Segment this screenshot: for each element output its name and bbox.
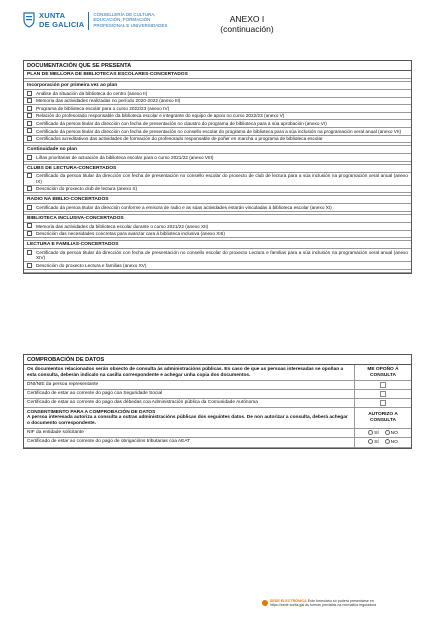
oppose-row (24, 381, 411, 390)
consent-row (24, 438, 411, 447)
no-option[interactable] (385, 439, 398, 445)
oppose-rows (24, 381, 411, 408)
oppose-cell (355, 399, 411, 407)
document-label: Descrición do proxecto Lectura e familias (anexo XV) (36, 262, 147, 268)
document-item[interactable] (24, 249, 411, 262)
document-label: Descrición do proxecto club de lectura (anexo X) (36, 186, 138, 192)
document-item[interactable] (24, 204, 411, 212)
oppose-checkbox[interactable] (380, 400, 386, 406)
document-item[interactable] (24, 136, 411, 144)
consent-row-label: Certificado de estar ao corrente do pago de obrigacións tributarias coa AEAT (24, 438, 355, 446)
no-label: NO (390, 440, 398, 446)
annex-subtitle: (continuación) (220, 24, 274, 34)
no-radio[interactable] (385, 430, 390, 435)
footer-sede: SEDE ELECTRÓNICA (270, 599, 307, 603)
footer-note (262, 599, 422, 607)
group-title: RADIO NA BIBLIO-CONCERTADOS (24, 196, 411, 204)
document-checkbox[interactable] (27, 173, 32, 178)
document-checkbox[interactable] (27, 231, 32, 236)
document-label: Programa de biblioteca escolar para o curso 2022/23 (anexo IV) (36, 105, 170, 111)
yes-option[interactable] (368, 430, 379, 436)
oppose-row-label: Certificado de estar ao corrente do pago das débedas coa Administración pública da Comunidade Autónoma (24, 399, 355, 407)
verification-title: COMPROBACIÓN DE DATOS (24, 355, 411, 365)
footer-text1: Este formulario só poderá presentarse en (307, 599, 374, 603)
document-checkbox[interactable] (27, 186, 32, 191)
yes-radio[interactable] (368, 439, 373, 444)
plan-title: PLAN DE MELLORA DE BIBLIOTECAS ESCOLARES-CONCERTADOS (24, 71, 411, 79)
oppose-cell (355, 381, 411, 389)
document-label: Certificado da persoa titular da dirección con fecha de presentación no consello escolar do programa de biblioteca para a súa inclusión na programación xeral anual (anexo VII) (36, 128, 402, 134)
oppose-checkbox[interactable] (380, 382, 386, 388)
document-checkbox[interactable] (27, 263, 32, 268)
document-checkbox[interactable] (27, 113, 32, 118)
document-label: Certificado da persoa titular da dirección con fecha de presentación no claustro do programa de biblioteca para a súa aprobación (anexo VI) (36, 120, 327, 126)
document-item[interactable] (24, 120, 411, 128)
coat-of-arms-icon (22, 12, 36, 28)
document-item[interactable] (24, 223, 411, 231)
no-radio[interactable] (385, 439, 390, 444)
consent-rows (24, 429, 411, 448)
consent-options (355, 438, 411, 446)
oppose-checkbox[interactable] (380, 391, 386, 397)
group-title: CLUBS DE LECTURA-CONCERTADOS (24, 165, 411, 173)
oppose-row (24, 399, 411, 408)
yes-option[interactable] (368, 439, 379, 445)
document-item[interactable] (24, 128, 411, 136)
yes-radio[interactable] (368, 430, 373, 435)
document-checkbox[interactable] (27, 91, 32, 96)
document-item[interactable] (24, 113, 411, 121)
consent-options (355, 429, 411, 437)
document-checkbox[interactable] (27, 106, 32, 111)
department-name (93, 12, 167, 28)
document-label: Certificado da persoa titular da dirección conforme a emisora de radio e as súas actividades estarán vinculadas á biblioteca escolar (anexo XI) (36, 204, 332, 210)
dept-line2: EDUCACIÓN, FORMACIÓN (93, 17, 151, 23)
document-item[interactable] (24, 231, 411, 239)
page-header (22, 10, 417, 44)
document-item[interactable] (24, 98, 411, 106)
group-title: Continuidade no plan (24, 146, 411, 154)
document-label: Liñas prioritarias de actuación da biblioteca escolar para o curso 2021/22 (anexo VIII) (36, 154, 214, 160)
document-label: Memoria das actividades realizadas no período 2020-2022 (anexo III) (36, 98, 181, 104)
yes-label: SÍ (374, 440, 379, 446)
verification-section (23, 354, 412, 449)
oppose-cell (355, 390, 411, 398)
authorize-header: AUTORIZO A CONSULTA (368, 412, 398, 424)
document-label: Descrición das necesidades concretas para avanzar cara á biblioteca inclusiva (anexo XIII) (36, 231, 225, 237)
consent-text: A persoa interesada autoriza a consulta a outras administracións públicas dos seguintes datos. De non autorizar a consulta, deberá achegar o documento correspondente. (27, 415, 348, 426)
footer-url[interactable]: https://sede.xunta.gal (270, 603, 305, 608)
document-checkbox[interactable] (27, 98, 32, 103)
footer-text2: ás formas previstas na normativa reguladora (305, 603, 377, 608)
oppose-header-row (24, 365, 411, 381)
sede-icon (262, 600, 268, 606)
document-label: Relación do profesorado responsable da biblioteca escolar e integrante do equipo de apoio no curso 2022/23 (anexo V) (36, 113, 285, 119)
document-item[interactable] (24, 105, 411, 113)
group-title: BIBLIOTECA INCLUSIVA-CONCERTADOS (24, 215, 411, 223)
consent-block (24, 408, 355, 428)
document-checkbox[interactable] (27, 121, 32, 126)
xunta-logo (22, 10, 167, 30)
document-label: Memoria das actividades da biblioteca escolar durante o curso 2021/22 (anexo XII) (36, 223, 209, 229)
documentation-section (23, 60, 412, 274)
org-name-line2: DE GALICIA (39, 19, 85, 29)
document-checkbox[interactable] (27, 155, 32, 160)
document-item[interactable] (24, 173, 411, 186)
consent-row-label: NIF da entidade solicitante (24, 429, 355, 437)
document-item[interactable] (24, 154, 411, 162)
group-title: Incorporación por primeira vez ao plan (24, 82, 411, 90)
document-checkbox[interactable] (27, 136, 32, 141)
no-label: NO (390, 430, 398, 436)
document-item[interactable] (24, 90, 411, 98)
org-name-line1: XUNTA (39, 11, 66, 20)
document-item[interactable] (24, 186, 411, 194)
annex-label: ANEXO I (229, 14, 265, 24)
annex-title (192, 14, 302, 34)
document-checkbox[interactable] (27, 128, 32, 133)
spacer (24, 270, 411, 273)
document-label: Análise da situación da biblioteca do centro (anexo II) (36, 90, 148, 96)
no-option[interactable] (385, 430, 398, 436)
oppose-row-label: Certificado de estar ao corrente do pago coa Seguridade Social (24, 390, 355, 398)
oppose-row (24, 390, 411, 399)
documentation-title: DOCUMENTACIÓN QUE SE PRESENTA (24, 61, 411, 71)
oppose-row-label: DNI/NIE da persoa representante (24, 381, 355, 389)
document-checkbox[interactable] (27, 223, 32, 228)
dept-line1: CONSELLERÍA DE CULTURA, (93, 12, 156, 17)
consent-row (24, 429, 411, 438)
group-title: LECTURA E FAMILIAS-CONCERTADOS (24, 241, 411, 249)
consent-title: CONSENTIMENTO PARA A COMPROBACIÓN DE DATOS (27, 409, 156, 415)
dept-line3: PROFESIONAL E UNIVERSIDADES (93, 22, 168, 28)
document-label: Certificado da persoa titular da dirección con fecha de presentación no consello escolar do proxecto de club de lectura para a súa inclusión na programación xeral anual (anexo IX) (36, 173, 408, 184)
yes-label: SÍ (374, 430, 379, 436)
consent-header-row (24, 408, 411, 429)
document-groups (24, 82, 411, 273)
document-checkbox[interactable] (27, 250, 32, 255)
document-checkbox[interactable] (27, 205, 32, 210)
document-label: Certificado da persoa titular da dirección con fecha de presentación no consello escolar do proxecto Lectura e familias para a súa inclusión na programación xeral anual (anexo XIV) (36, 249, 408, 261)
document-item[interactable] (24, 262, 411, 270)
oppose-header: ME OPOÑO Á CONSULTA (367, 367, 399, 378)
document-label: Certificados acreditativos das actividades de formación do profesorado responsable de poñer en marcha o programa de biblioteca escolar (36, 136, 323, 142)
verification-intro: Os documentos relacionados serán obxecto de consulta ás administracións públicas. En caso de que as persoas interesadas se opoñan a esta consulta, deberán indicalo na casilla correspondente e achegar unha copia dos documentos. (24, 365, 355, 380)
logo-divider (88, 12, 89, 30)
